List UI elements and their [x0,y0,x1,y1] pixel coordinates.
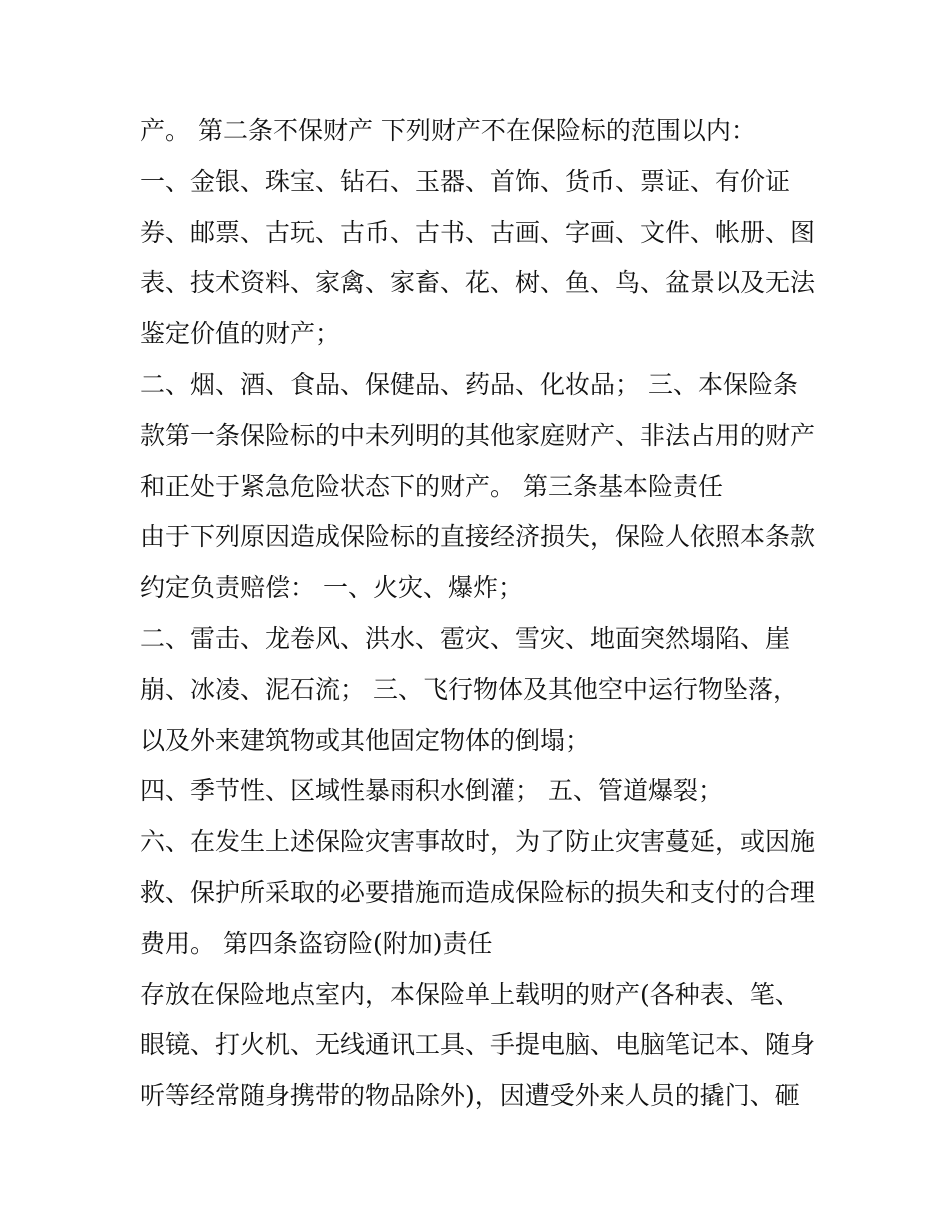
text-line: 六、在发生上述保险灾害事故时，为了防止灾害蔓延，或因施 [140,827,816,857]
text-line: 和正处于紧急危险状态下的财产。 第三条基本险责任 [140,471,723,501]
text-line: 听等经常随身携带的物品除外)，因遭受外来人员的撬门、砸 [140,1081,800,1111]
text-line: 产。 第二条不保财产 下列财产不在保险标的范围以内： [140,116,756,145]
document-body [140,106,830,1122]
text-line: 以及外来建筑物或其他固定物体的倒塌； [140,725,591,755]
text-line: 二、雷击、龙卷风、洪水、雹灾、雪灾、地面突然塌陷、崖 [140,623,791,653]
text-line: 眼镜、打火机、无线通讯工具、手提电脑、电脑笔记本、随身 [140,1030,816,1060]
text-line: 由于下列原因造成保险标的直接经济损失，保险人依照本条款 [140,522,816,552]
text-line: 款第一条保险标的中未列明的其他家庭财产、非法占用的财产 [140,420,816,450]
text-line: 崩、冰凌、泥石流； 三、飞行物体及其他空中运行物坠落， [140,674,798,704]
text-line: 二、烟、酒、食品、保健品、药品、化妆品； 三、本保险条 [140,369,798,399]
text-line: 存放在保险地点室内，本保险单上载明的财产(各种表、笔、 [140,979,800,1009]
text-line: 约定负责赔偿： 一、火灾、爆炸； [140,573,523,603]
text-line: 鉴定价值的财产； [140,319,341,349]
text-line: 券、邮票、古玩、古币、古书、古画、字画、文件、帐册、图 [140,217,816,247]
text-line: 救、保护所采取的必要措施而造成保险标的损失和支付的合理 [140,877,816,907]
text-line: 表、技术资料、家禽、家畜、花、树、鱼、鸟、盆景以及无法 [140,268,816,298]
text-line: 费用。 第四条盗窃险(附加)责任 [140,928,493,958]
text-line: 一、金银、珠宝、钻石、玉器、首饰、货币、票证、有价证 [140,166,791,196]
text-line: 四、季节性、区域性暴雨积水倒灌； 五、管道爆裂； [140,776,723,806]
